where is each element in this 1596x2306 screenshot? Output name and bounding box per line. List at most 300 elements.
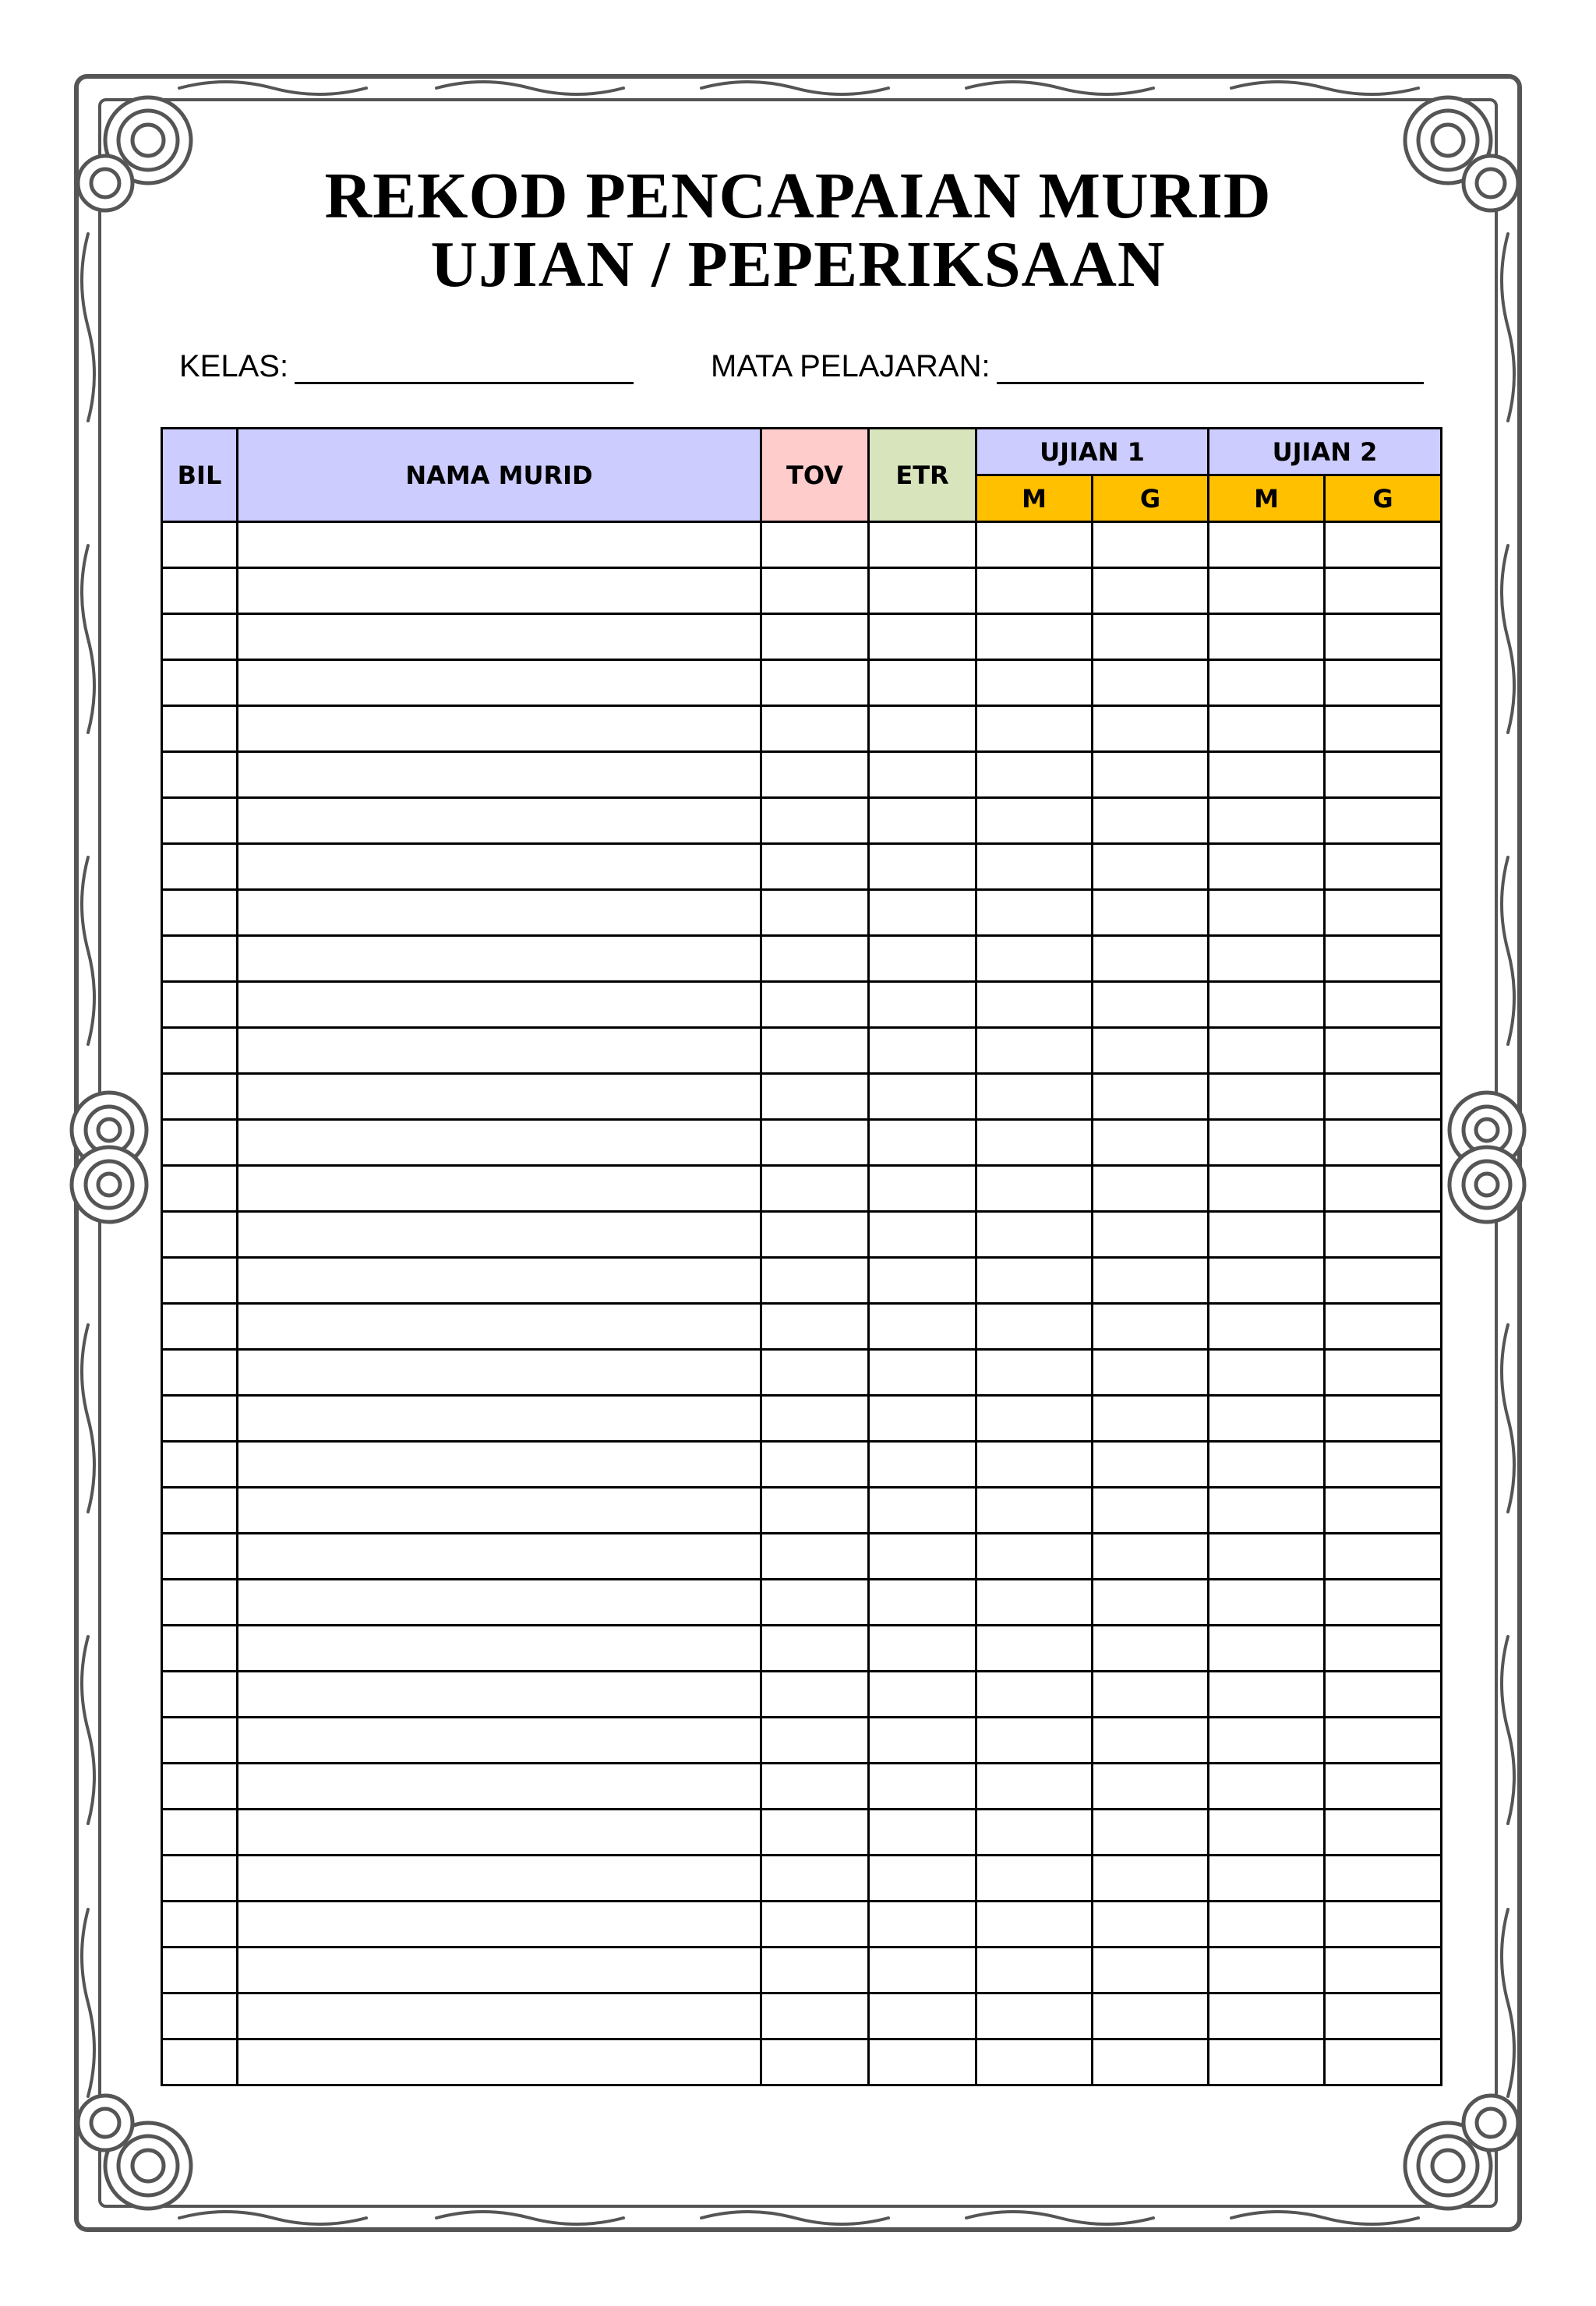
cell-bil[interactable] [162,1764,238,1810]
cell-ujian-1-g[interactable] [1093,1166,1209,1212]
cell-ujian-2-m[interactable] [1209,568,1325,614]
cell-nama-murid[interactable] [238,1028,761,1074]
cell-ujian-1-g[interactable] [1093,1396,1209,1442]
cell-bil[interactable] [162,1166,238,1212]
cell-ujian-2-g[interactable] [1325,1212,1442,1258]
cell-ujian-1-g[interactable] [1093,1212,1209,1258]
cell-tov[interactable] [761,1120,869,1166]
cell-bil[interactable] [162,982,238,1028]
cell-ujian-2-m[interactable] [1209,1993,1325,2039]
cell-etr[interactable] [869,1810,976,1856]
cell-ujian-2-m[interactable] [1209,1948,1325,1993]
cell-ujian-1-m[interactable] [976,614,1093,660]
cell-ujian-2-m[interactable] [1209,706,1325,752]
header-nama-murid: NAMA MURID [238,429,761,522]
cell-nama-murid[interactable] [238,1074,761,1120]
cell-ujian-1-m[interactable] [976,752,1093,798]
cell-tov[interactable] [761,752,869,798]
cell-nama-murid[interactable] [238,706,761,752]
cell-etr[interactable] [869,1166,976,1212]
cell-etr[interactable] [869,1442,976,1488]
cell-ujian-2-m[interactable] [1209,798,1325,844]
cell-ujian-2-m[interactable] [1209,614,1325,660]
table-row [162,890,1442,936]
header-tov: TOV [761,429,869,522]
cell-ujian-1-g[interactable] [1093,1993,1209,2039]
cell-ujian-2-m[interactable] [1209,2039,1325,2085]
cell-ujian-2-g[interactable] [1325,1304,1442,1350]
table-row [162,1672,1442,1718]
cell-ujian-2-m[interactable] [1209,1626,1325,1672]
cell-ujian-2-m[interactable] [1209,1442,1325,1488]
header-ujian-1: UJIAN 1 [976,429,1209,475]
cell-nama-murid[interactable] [238,1764,761,1810]
cell-ujian-1-g[interactable] [1093,1488,1209,1534]
cell-nama-murid[interactable] [238,1350,761,1396]
cell-bil[interactable] [162,660,238,706]
cell-nama-murid[interactable] [238,1396,761,1442]
cell-etr[interactable] [869,1120,976,1166]
cell-nama-murid[interactable] [238,1856,761,1902]
header-ujian-1-g: G [1093,475,1209,522]
cell-etr[interactable] [869,1028,976,1074]
cell-ujian-1-m[interactable] [976,1993,1093,2039]
cell-etr[interactable] [869,890,976,936]
cell-ujian-1-g[interactable] [1093,1580,1209,1626]
cell-ujian-2-g[interactable] [1325,936,1442,982]
cell-ujian-2-g[interactable] [1325,1856,1442,1902]
cell-etr[interactable] [869,522,976,568]
kelas-label: KELAS: [179,349,289,383]
cell-bil[interactable] [162,844,238,890]
cell-etr[interactable] [869,614,976,660]
cell-bil[interactable] [162,1442,238,1488]
cell-ujian-2-g[interactable] [1325,1074,1442,1120]
cell-ujian-2-g[interactable] [1325,660,1442,706]
cell-tov[interactable] [761,1534,869,1580]
cell-ujian-1-m[interactable] [976,890,1093,936]
cell-tov[interactable] [761,1948,869,1993]
cell-ujian-1-g[interactable] [1093,1028,1209,1074]
cell-ujian-2-g[interactable] [1325,1488,1442,1534]
cell-ujian-1-g[interactable] [1093,568,1209,614]
cell-nama-murid[interactable] [238,1488,761,1534]
table-row [162,614,1442,660]
table-row [162,1350,1442,1396]
cell-ujian-2-m[interactable] [1209,1488,1325,1534]
cell-ujian-1-m[interactable] [976,982,1093,1028]
cell-bil[interactable] [162,706,238,752]
cell-ujian-2-m[interactable] [1209,1534,1325,1580]
cell-ujian-2-g[interactable] [1325,1580,1442,1626]
cell-tov[interactable] [761,1396,869,1442]
cell-bil[interactable] [162,2039,238,2085]
table-row [162,1442,1442,1488]
cell-ujian-1-m[interactable] [976,522,1093,568]
cell-ujian-1-m[interactable] [976,1074,1093,1120]
cell-nama-murid[interactable] [238,1626,761,1672]
cell-tov[interactable] [761,798,869,844]
table-row [162,1626,1442,1672]
cell-nama-murid[interactable] [238,1948,761,1993]
cell-ujian-2-g[interactable] [1325,706,1442,752]
cell-ujian-1-m[interactable] [976,1626,1093,1672]
cell-ujian-1-g[interactable] [1093,660,1209,706]
cell-ujian-1-g[interactable] [1093,1304,1209,1350]
cell-ujian-2-m[interactable] [1209,890,1325,936]
cell-ujian-2-m[interactable] [1209,1902,1325,1948]
cell-ujian-2-g[interactable] [1325,2039,1442,2085]
cell-ujian-2-m[interactable] [1209,1258,1325,1304]
cell-ujian-2-m[interactable] [1209,660,1325,706]
cell-bil[interactable] [162,1902,238,1948]
cell-ujian-1-m[interactable] [976,1672,1093,1718]
cell-nama-murid[interactable] [238,1442,761,1488]
cell-ujian-1-g[interactable] [1093,1120,1209,1166]
cell-ujian-2-m[interactable] [1209,1350,1325,1396]
cell-etr[interactable] [869,706,976,752]
cell-nama-murid[interactable] [238,1304,761,1350]
cell-ujian-2-m[interactable] [1209,1212,1325,1258]
cell-tov[interactable] [761,1258,869,1304]
header-ujian-2: UJIAN 2 [1209,429,1442,475]
cell-tov[interactable] [761,1626,869,1672]
cell-nama-murid[interactable] [238,1993,761,2039]
cell-ujian-2-g[interactable] [1325,1028,1442,1074]
cell-bil[interactable] [162,1856,238,1902]
cell-ujian-1-m[interactable] [976,568,1093,614]
cell-etr[interactable] [869,1258,976,1304]
header-ujian-1-m: M [976,475,1093,522]
cell-bil[interactable] [162,1810,238,1856]
cell-nama-murid[interactable] [238,2039,761,2085]
cell-ujian-1-m[interactable] [976,1166,1093,1212]
cell-ujian-1-g[interactable] [1093,1902,1209,1948]
cell-ujian-2-g[interactable] [1325,568,1442,614]
cell-ujian-2-g[interactable] [1325,1948,1442,1993]
table-row [162,1396,1442,1442]
cell-ujian-2-g[interactable] [1325,1166,1442,1212]
cell-tov[interactable] [761,660,869,706]
cell-ujian-2-m[interactable] [1209,1672,1325,1718]
cell-bil[interactable] [162,1488,238,1534]
cell-ujian-1-g[interactable] [1093,936,1209,982]
cell-etr[interactable] [869,1304,976,1350]
cell-bil[interactable] [162,1718,238,1764]
cell-tov[interactable] [761,890,869,936]
cell-etr[interactable] [869,1488,976,1534]
cell-bil[interactable] [162,1212,238,1258]
cell-tov[interactable] [761,706,869,752]
cell-bil[interactable] [162,1350,238,1396]
cell-ujian-2-g[interactable] [1325,1120,1442,1166]
table-row [162,2039,1442,2085]
cell-nama-murid[interactable] [238,844,761,890]
cell-ujian-2-m[interactable] [1209,1396,1325,1442]
cell-etr[interactable] [869,1212,976,1258]
cell-tov[interactable] [761,1856,869,1902]
cell-ujian-1-g[interactable] [1093,798,1209,844]
cell-etr[interactable] [869,1993,976,2039]
cell-bil[interactable] [162,568,238,614]
cell-bil[interactable] [162,614,238,660]
cell-ujian-1-m[interactable] [976,1212,1093,1258]
cell-ujian-1-g[interactable] [1093,1764,1209,1810]
cell-nama-murid[interactable] [238,982,761,1028]
cell-ujian-2-m[interactable] [1209,1304,1325,1350]
cell-ujian-1-m[interactable] [976,1350,1093,1396]
cell-tov[interactable] [761,1488,869,1534]
cell-nama-murid[interactable] [238,798,761,844]
cell-ujian-2-g[interactable] [1325,1442,1442,1488]
cell-nama-murid[interactable] [238,1718,761,1764]
cell-ujian-1-g[interactable] [1093,522,1209,568]
cell-tov[interactable] [761,1028,869,1074]
cell-tov[interactable] [761,1902,869,1948]
cell-etr[interactable] [869,1902,976,1948]
cell-ujian-1-m[interactable] [976,1856,1093,1902]
cell-ujian-1-g[interactable] [1093,1626,1209,1672]
cell-bil[interactable] [162,1626,238,1672]
cell-nama-murid[interactable] [238,752,761,798]
cell-bil[interactable] [162,1534,238,1580]
cell-nama-murid[interactable] [238,1166,761,1212]
cell-ujian-2-m[interactable] [1209,1856,1325,1902]
table-row [162,1856,1442,1902]
cell-ujian-1-g[interactable] [1093,982,1209,1028]
cell-bil[interactable] [162,1120,238,1166]
record-table-body [162,522,1442,2085]
cell-bil[interactable] [162,1396,238,1442]
cell-tov[interactable] [761,1764,869,1810]
cell-ujian-1-m[interactable] [976,1902,1093,1948]
cell-ujian-2-g[interactable] [1325,1534,1442,1580]
cell-ujian-1-m[interactable] [976,1396,1093,1442]
cell-ujian-1-m[interactable] [976,1810,1093,1856]
cell-ujian-1-g[interactable] [1093,2039,1209,2085]
cell-ujian-1-m[interactable] [976,1258,1093,1304]
cell-ujian-1-m[interactable] [976,1948,1093,1993]
cell-nama-murid[interactable] [238,1258,761,1304]
cell-ujian-2-g[interactable] [1325,1902,1442,1948]
cell-nama-murid[interactable] [238,568,761,614]
cell-nama-murid[interactable] [238,890,761,936]
cell-tov[interactable] [761,982,869,1028]
cell-ujian-2-g[interactable] [1325,1396,1442,1442]
cell-ujian-1-g[interactable] [1093,1442,1209,1488]
cell-ujian-2-m[interactable] [1209,844,1325,890]
cell-ujian-1-g[interactable] [1093,1718,1209,1764]
header-bil: BIL [162,429,238,522]
cell-tov[interactable] [761,1304,869,1350]
header-etr: ETR [869,429,976,522]
cell-ujian-2-m[interactable] [1209,1580,1325,1626]
mata-pelajaran-label: MATA PELAJARAN: [711,349,990,383]
cell-etr[interactable] [869,1350,976,1396]
cell-nama-murid[interactable] [238,1120,761,1166]
cell-bil[interactable] [162,1074,238,1120]
cell-bil[interactable] [162,890,238,936]
cell-etr[interactable] [869,568,976,614]
cell-tov[interactable] [761,614,869,660]
cell-ujian-1-g[interactable] [1093,752,1209,798]
cell-ujian-1-m[interactable] [976,1304,1093,1350]
cell-nama-murid[interactable] [238,522,761,568]
table-row [162,1212,1442,1258]
cell-etr[interactable] [869,1856,976,1902]
cell-ujian-1-g[interactable] [1093,1074,1209,1120]
cell-ujian-2-g[interactable] [1325,752,1442,798]
cell-ujian-1-m[interactable] [976,1534,1093,1580]
cell-ujian-1-g[interactable] [1093,1672,1209,1718]
cell-bil[interactable] [162,1672,238,1718]
cell-tov[interactable] [761,1672,869,1718]
cell-tov[interactable] [761,1212,869,1258]
cell-etr[interactable] [869,1764,976,1810]
cell-ujian-2-m[interactable] [1209,1120,1325,1166]
cell-etr[interactable] [869,1626,976,1672]
cell-tov[interactable] [761,844,869,890]
cell-tov[interactable] [761,1580,869,1626]
cell-bil[interactable] [162,1580,238,1626]
cell-etr[interactable] [869,1534,976,1580]
cell-ujian-1-g[interactable] [1093,614,1209,660]
cell-ujian-2-m[interactable] [1209,1028,1325,1074]
cell-ujian-1-g[interactable] [1093,1350,1209,1396]
cell-ujian-2-m[interactable] [1209,752,1325,798]
cell-ujian-2-m[interactable] [1209,1810,1325,1856]
cell-ujian-2-g[interactable] [1325,982,1442,1028]
cell-tov[interactable] [761,1993,869,2039]
cell-ujian-1-g[interactable] [1093,1856,1209,1902]
cell-tov[interactable] [761,936,869,982]
cell-etr[interactable] [869,1718,976,1764]
cell-nama-murid[interactable] [238,1580,761,1626]
cell-ujian-1-g[interactable] [1093,1534,1209,1580]
cell-etr[interactable] [869,1580,976,1626]
cell-ujian-1-g[interactable] [1093,1810,1209,1856]
cell-ujian-2-m[interactable] [1209,522,1325,568]
cell-ujian-2-g[interactable] [1325,522,1442,568]
cell-nama-murid[interactable] [238,614,761,660]
cell-bil[interactable] [162,1258,238,1304]
cell-bil[interactable] [162,798,238,844]
cell-etr[interactable] [869,752,976,798]
cell-tov[interactable] [761,568,869,614]
mata-pelajaran-field [711,349,1424,384]
cell-ujian-1-g[interactable] [1093,1948,1209,1993]
cell-ujian-1-m[interactable] [976,936,1093,982]
cell-nama-murid[interactable] [238,1902,761,1948]
cell-ujian-1-m[interactable] [976,2039,1093,2085]
table-row [162,1028,1442,1074]
cell-etr[interactable] [869,982,976,1028]
cell-bil[interactable] [162,752,238,798]
cell-ujian-2-g[interactable] [1325,1258,1442,1304]
cell-ujian-1-m[interactable] [976,1580,1093,1626]
cell-ujian-1-g[interactable] [1093,890,1209,936]
cell-ujian-1-m[interactable] [976,1442,1093,1488]
cell-ujian-1-m[interactable] [976,1764,1093,1810]
cell-tov[interactable] [761,1810,869,1856]
cell-ujian-2-g[interactable] [1325,1993,1442,2039]
cell-ujian-1-m[interactable] [976,1488,1093,1534]
cell-ujian-1-g[interactable] [1093,1258,1209,1304]
cell-tov[interactable] [761,522,869,568]
cell-nama-murid[interactable] [238,936,761,982]
cell-tov[interactable] [761,1442,869,1488]
page-title: REKOD PENCAPAIAN MURID [324,160,1272,232]
cell-tov[interactable] [761,1718,869,1764]
kelas-field [179,349,634,384]
cell-tov[interactable] [761,1350,869,1396]
cell-ujian-2-g[interactable] [1325,1810,1442,1856]
cell-bil[interactable] [162,1028,238,1074]
cell-ujian-2-m[interactable] [1209,936,1325,982]
cell-etr[interactable] [869,1074,976,1120]
cell-ujian-2-m[interactable] [1209,1074,1325,1120]
cell-bil[interactable] [162,1948,238,1993]
cell-bil[interactable] [162,522,238,568]
cell-etr[interactable] [869,844,976,890]
cell-ujian-1-m[interactable] [976,706,1093,752]
cell-ujian-1-m[interactable] [976,1028,1093,1074]
cell-ujian-2-g[interactable] [1325,1672,1442,1718]
cell-ujian-1-g[interactable] [1093,706,1209,752]
cell-tov[interactable] [761,2039,869,2085]
cell-ujian-1-m[interactable] [976,660,1093,706]
cell-bil[interactable] [162,1993,238,2039]
cell-ujian-2-g[interactable] [1325,798,1442,844]
cell-ujian-2-g[interactable] [1325,614,1442,660]
cell-ujian-1-g[interactable] [1093,844,1209,890]
cell-etr[interactable] [869,660,976,706]
kelas-blank-line[interactable] [295,351,634,384]
cell-ujian-1-m[interactable] [976,798,1093,844]
cell-ujian-2-m[interactable] [1209,1718,1325,1764]
cell-ujian-2-g[interactable] [1325,1626,1442,1672]
cell-nama-murid[interactable] [238,1534,761,1580]
cell-ujian-2-g[interactable] [1325,1350,1442,1396]
cell-bil[interactable] [162,936,238,982]
cell-nama-murid[interactable] [238,660,761,706]
cell-nama-murid[interactable] [238,1672,761,1718]
cell-ujian-1-m[interactable] [976,1718,1093,1764]
cell-ujian-1-m[interactable] [976,844,1093,890]
cell-bil[interactable] [162,1304,238,1350]
cell-etr[interactable] [869,2039,976,2085]
cell-etr[interactable] [869,798,976,844]
cell-etr[interactable] [869,936,976,982]
table-row [162,568,1442,614]
cell-ujian-2-g[interactable] [1325,844,1442,890]
cell-tov[interactable] [761,1166,869,1212]
cell-ujian-2-m[interactable] [1209,982,1325,1028]
cell-ujian-2-m[interactable] [1209,1764,1325,1810]
cell-nama-murid[interactable] [238,1810,761,1856]
cell-tov[interactable] [761,1074,869,1120]
cell-ujian-2-g[interactable] [1325,890,1442,936]
cell-ujian-1-m[interactable] [976,1120,1093,1166]
cell-etr[interactable] [869,1396,976,1442]
cell-nama-murid[interactable] [238,1212,761,1258]
cell-ujian-2-g[interactable] [1325,1718,1442,1764]
mata-pelajaran-blank-line[interactable] [997,351,1424,384]
cell-ujian-2-m[interactable] [1209,1166,1325,1212]
cell-etr[interactable] [869,1948,976,1993]
cell-ujian-2-g[interactable] [1325,1764,1442,1810]
cell-etr[interactable] [869,1672,976,1718]
